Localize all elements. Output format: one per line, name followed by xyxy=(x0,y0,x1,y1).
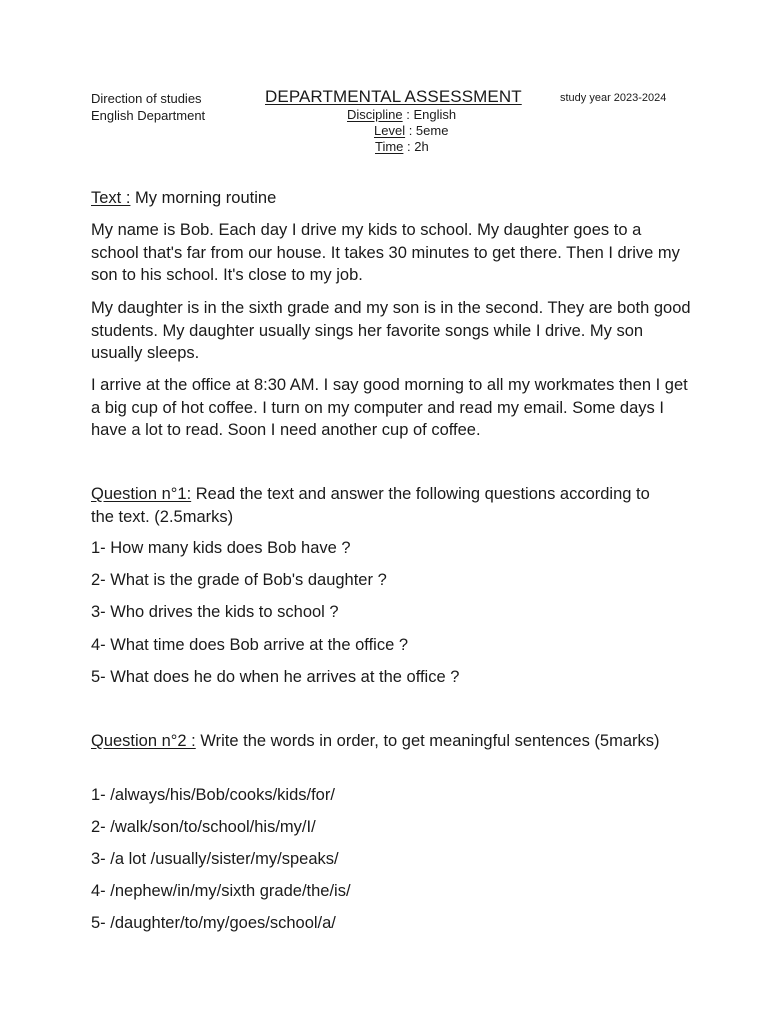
question-2-heading xyxy=(91,730,671,753)
discipline-label: Discipline xyxy=(347,107,403,122)
question-2-item-1: 1- /always/his/Bob/cooks/kids/for/ xyxy=(91,786,335,804)
discipline-line xyxy=(265,107,527,123)
question-1-item-2: 2- What is the grade of Bob's daughter ? xyxy=(91,571,387,589)
text-paragraph-1: My name is Bob. Each day I drive my kids to school. My daughter goes to a school that's far from our house. It takes 30 minutes to get there. Then I drive my son to his school. It's close to my job. xyxy=(91,221,680,284)
question-2-item-5: 5- /daughter/to/my/goes/school/a/ xyxy=(91,914,336,932)
discipline-value: : English xyxy=(402,107,457,122)
question-2-marks: (5marks) xyxy=(594,732,660,750)
time-value: : 2h xyxy=(403,139,429,154)
question-1-heading xyxy=(91,483,651,528)
text-label: Text : xyxy=(91,189,131,207)
text-title: My morning routine xyxy=(130,189,277,207)
question-1-label: Question n°1: xyxy=(91,485,192,503)
question-1-prompt: Read the text and answer the following questions according to the text. xyxy=(91,485,650,526)
question-2-item-3: 3- /a lot /usually/sister/my/speaks/ xyxy=(91,850,339,868)
direction-of-studies: Direction of studies xyxy=(91,91,202,106)
english-department: English Department xyxy=(91,108,206,123)
text-heading xyxy=(91,187,691,210)
page-title: DEPARTMENTAL ASSESSMENT xyxy=(265,87,522,106)
level-value: : 5eme xyxy=(405,123,449,138)
question-2-item-2: 2- /walk/son/to/school/his/my/I/ xyxy=(91,818,316,836)
question-1-item-5: 5- What does he do when he arrives at the office ? xyxy=(91,668,460,686)
text-paragraph-3: I arrive at the office at 8:30 AM. I say good morning to all my workmates then I get a big cup of hot coffee. I turn on my computer and read my email. Some days I have a lot to read. Soon I need another cup of coffee. xyxy=(91,376,688,439)
question-1-marks: (2.5marks) xyxy=(154,507,234,526)
text-paragraph-2: My daughter is in the sixth grade and my son is in the second. They are both good students. My daughter usually sings her favorite songs while I drive. My son usually sleeps. xyxy=(91,299,691,362)
question-1-item-3: 3- Who drives the kids to school ? xyxy=(91,603,339,621)
time-line xyxy=(265,139,527,155)
time-label: Time xyxy=(375,139,404,154)
question-2-label: Question n°2 : xyxy=(91,732,196,750)
question-1-item-4: 4- What time does Bob arrive at the office ? xyxy=(91,636,409,654)
question-2-prompt: Write the words in order, to get meaningful sentences xyxy=(195,732,595,750)
header-assessment-info xyxy=(265,87,527,155)
level-label: Level xyxy=(374,123,406,138)
question-2-item-4: 4- /nephew/in/my/sixth grade/the/is/ xyxy=(91,882,351,900)
level-line xyxy=(265,123,527,139)
header-school-info xyxy=(91,90,205,124)
study-year: study year 2023-2024 xyxy=(560,92,667,104)
question-1-item-1: 1- How many kids does Bob have ? xyxy=(91,539,351,557)
